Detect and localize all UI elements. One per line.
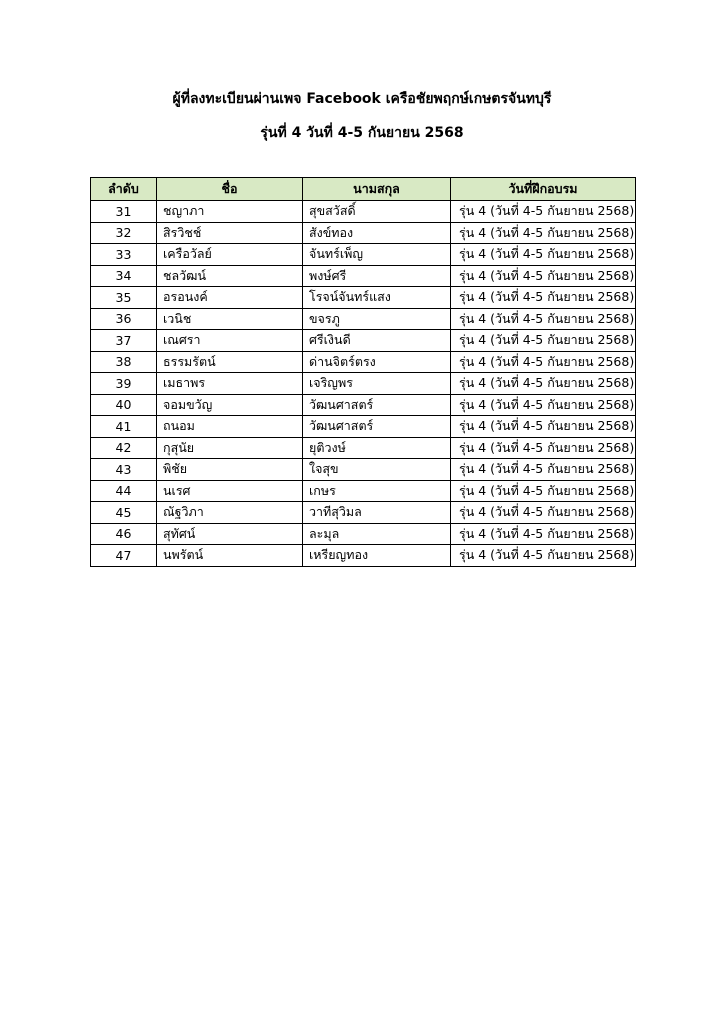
cell-number: 44: [91, 480, 157, 502]
cell-training-date: รุ่น 4 (วันที่ 4-5 กันยายน 2568): [451, 523, 636, 545]
cell-last-name: จันทร์เพ็ญ: [303, 244, 451, 266]
cell-number: 46: [91, 523, 157, 545]
cell-number: 40: [91, 394, 157, 416]
table-row: [91, 308, 636, 330]
table-row: [91, 222, 636, 244]
cell-last-name: วัฒนศาสตร์: [303, 394, 451, 416]
cell-first-name: นเรศ: [157, 480, 303, 502]
cell-first-name: จอมขวัญ: [157, 394, 303, 416]
cell-number: 34: [91, 265, 157, 287]
table-row: [91, 437, 636, 459]
cell-number: 39: [91, 373, 157, 395]
cell-number: 47: [91, 545, 157, 567]
table-header-row: [91, 178, 636, 201]
table-row: [91, 523, 636, 545]
cell-number: 43: [91, 459, 157, 481]
cell-last-name: ด่านจิตร์ตรง: [303, 351, 451, 373]
cell-first-name: สิรวิชช์: [157, 222, 303, 244]
cell-training-date: รุ่น 4 (วันที่ 4-5 กันยายน 2568): [451, 201, 636, 223]
cell-first-name: พิชัย: [157, 459, 303, 481]
table-row: [91, 502, 636, 524]
table-row: [91, 480, 636, 502]
cell-first-name: ชลวัฒน์: [157, 265, 303, 287]
cell-first-name: ถนอม: [157, 416, 303, 438]
cell-first-name: เวนิช: [157, 308, 303, 330]
cell-number: 41: [91, 416, 157, 438]
header-number: ลำดับ: [91, 178, 157, 201]
cell-number: 42: [91, 437, 157, 459]
cell-training-date: รุ่น 4 (วันที่ 4-5 กันยายน 2568): [451, 351, 636, 373]
registrant-table: [90, 177, 636, 567]
cell-training-date: รุ่น 4 (วันที่ 4-5 กันยายน 2568): [451, 394, 636, 416]
cell-first-name: กุสุนัย: [157, 437, 303, 459]
cell-number: 38: [91, 351, 157, 373]
cell-first-name: เณศรา: [157, 330, 303, 352]
table-row: [91, 287, 636, 309]
cell-number: 36: [91, 308, 157, 330]
table-row: [91, 394, 636, 416]
cell-first-name: สุทัศน์: [157, 523, 303, 545]
table-row: [91, 244, 636, 266]
cell-training-date: รุ่น 4 (วันที่ 4-5 กันยายน 2568): [451, 330, 636, 352]
cell-last-name: วาทีสุวิมล: [303, 502, 451, 524]
cell-last-name: ขจรภู: [303, 308, 451, 330]
table-row: [91, 373, 636, 395]
cell-training-date: รุ่น 4 (วันที่ 4-5 กันยายน 2568): [451, 373, 636, 395]
cell-last-name: เหรียญทอง: [303, 545, 451, 567]
cell-last-name: เกษร: [303, 480, 451, 502]
cell-number: 31: [91, 201, 157, 223]
cell-training-date: รุ่น 4 (วันที่ 4-5 กันยายน 2568): [451, 416, 636, 438]
cell-first-name: อรอนงค์: [157, 287, 303, 309]
cell-number: 35: [91, 287, 157, 309]
cell-last-name: สุขสวัสดิ์: [303, 201, 451, 223]
header-first-name: ชื่อ: [157, 178, 303, 201]
table-row: [91, 545, 636, 567]
cell-last-name: โรจน์จันทร์แสง: [303, 287, 451, 309]
cell-first-name: เมธาพร: [157, 373, 303, 395]
cell-first-name: ชญาภา: [157, 201, 303, 223]
cell-training-date: รุ่น 4 (วันที่ 4-5 กันยายน 2568): [451, 244, 636, 266]
cell-training-date: รุ่น 4 (วันที่ 4-5 กันยายน 2568): [451, 222, 636, 244]
cell-last-name: วัฒนศาสตร์: [303, 416, 451, 438]
table-row: [91, 351, 636, 373]
document-title: ผู้ที่ลงทะเบียนผ่านเพจ Facebook เครือชัยพฤกษ์เกษตรจันทบุรี: [172, 91, 552, 107]
cell-training-date: รุ่น 4 (วันที่ 4-5 กันยายน 2568): [451, 265, 636, 287]
cell-training-date: รุ่น 4 (วันที่ 4-5 กันยายน 2568): [451, 308, 636, 330]
cell-last-name: ศรีเงินดี: [303, 330, 451, 352]
cell-training-date: รุ่น 4 (วันที่ 4-5 กันยายน 2568): [451, 545, 636, 567]
table-body: [91, 201, 636, 567]
document-subtitle: รุ่นที่ 4 วันที่ 4-5 กันยายน 2568: [260, 125, 464, 141]
header-training-date: วันที่ฝึกอบรม: [451, 178, 636, 201]
cell-training-date: รุ่น 4 (วันที่ 4-5 กันยายน 2568): [451, 437, 636, 459]
table-row: [91, 459, 636, 481]
table-row: [91, 416, 636, 438]
cell-last-name: ใจสุข: [303, 459, 451, 481]
cell-number: 32: [91, 222, 157, 244]
table-row: [91, 265, 636, 287]
table-row: [91, 201, 636, 223]
cell-number: 45: [91, 502, 157, 524]
cell-number: 33: [91, 244, 157, 266]
cell-training-date: รุ่น 4 (วันที่ 4-5 กันยายน 2568): [451, 502, 636, 524]
table-row: [91, 330, 636, 352]
cell-first-name: ธรรมรัตน์: [157, 351, 303, 373]
cell-last-name: พงษ์ศรี: [303, 265, 451, 287]
header-last-name: นามสกุล: [303, 178, 451, 201]
cell-first-name: นพรัตน์: [157, 545, 303, 567]
cell-first-name: เครือวัลย์: [157, 244, 303, 266]
cell-first-name: ณัฐวิภา: [157, 502, 303, 524]
cell-training-date: รุ่น 4 (วันที่ 4-5 กันยายน 2568): [451, 480, 636, 502]
cell-last-name: สังข์ทอง: [303, 222, 451, 244]
cell-training-date: รุ่น 4 (วันที่ 4-5 กันยายน 2568): [451, 287, 636, 309]
cell-last-name: ยุติวงษ์: [303, 437, 451, 459]
cell-number: 37: [91, 330, 157, 352]
cell-training-date: รุ่น 4 (วันที่ 4-5 กันยายน 2568): [451, 459, 636, 481]
cell-last-name: ละมุล: [303, 523, 451, 545]
cell-last-name: เจริญพร: [303, 373, 451, 395]
